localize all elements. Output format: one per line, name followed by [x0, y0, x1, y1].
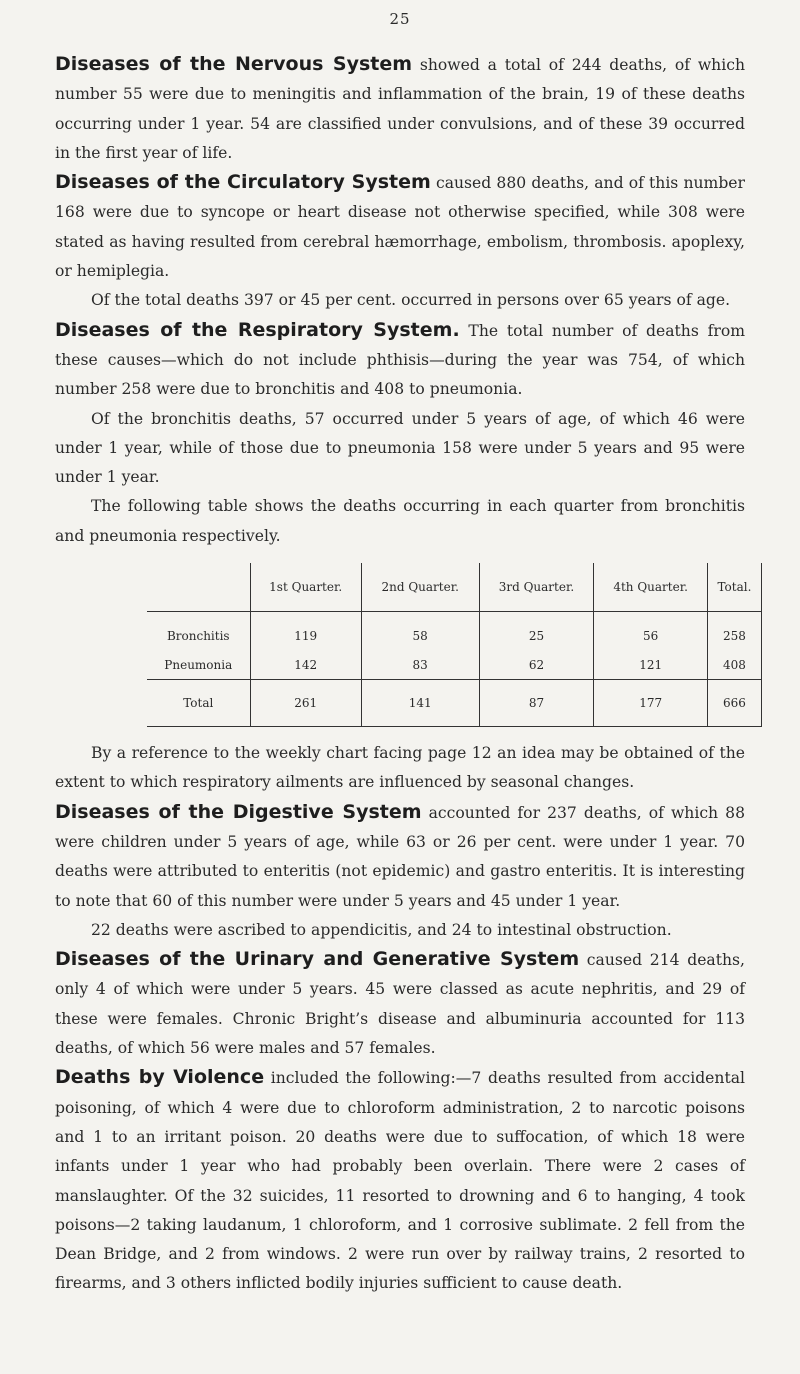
row-label-pneumonia: Pneumonia [164, 657, 233, 672]
table-total-row [147, 680, 762, 727]
header-total: Total. [707, 563, 761, 612]
violence-text: included the following:—7 deaths resulted from accidental poisoning, of which 4 were due to chloroform administration, 2 to narcotic poisons and 1 to an irritant poison. 20 deaths were due to suffocation, of which 18 were infants under 1 year who had probably been overlain. There were 2 cases of manslaughter. Of the 32 suicides, 11 resorted to drowning and 6 to hanging, 4 took poisons—2 taking laudanum, 1 chloroform, and 1 corrosive sublimate. 2 fell from the Dean Bridge, and 2 from windows. 2 were run over by railway trains, 2 resorted to firearms, and 3 others inflicted bodily injuries sufficient to cause death. [55, 1069, 745, 1293]
urinary-system-paragraph [55, 945, 745, 1063]
bronchitis-paragraph: Of the bronchitis deaths, 57 occurred under 5 years of age, of which 46 were under 1 year, while of those due to pneumonia 158 were under 5 years and 95 were under 1 year. [55, 409, 745, 487]
header-q2: 2nd Quarter. [361, 563, 479, 612]
digestive-system-text: accounted for 237 deaths, of which 88 were children under 5 years of age, while 63 or 26 per cent. were under 1 year. 70 deaths were attributed to enteritis (not epidemic) and gastro enteritis. It is interesting to note that 60 of this number were under 5 years and 45 under 1 year. [55, 803, 745, 910]
weekly-chart-paragraph: By a reference to the weekly chart facing page 12 an idea may be obtained of the extent to which respiratory ailments are influenced by seasonal changes. [55, 744, 745, 792]
violence-heading: Deaths by Violence [55, 1066, 265, 1089]
document-body [55, 50, 752, 1299]
table-row [147, 650, 762, 680]
bronchitis-q2: 58 [361, 612, 479, 651]
violence-paragraph [55, 1063, 745, 1298]
header-q3: 3rd Quarter. [479, 563, 594, 612]
grand-total: 666 [707, 680, 761, 727]
total-q4: 177 [594, 680, 708, 727]
header-q1: 1st Quarter. [250, 563, 361, 612]
circulatory-system-paragraph [55, 168, 745, 286]
bronchitis-q4: 56 [594, 612, 708, 651]
header-q4: 4th Quarter. [594, 563, 708, 612]
total-q1: 261 [250, 680, 361, 727]
respiratory-system-text: The total number of deaths from these causes—which do not include phthisis—during the year was 754, of which number 258 were due to bronchitis and 408 to pneumonia. [55, 321, 745, 399]
urinary-system-heading: Diseases of the Urinary and Generative System [55, 948, 580, 971]
pneumonia-q2: 83 [361, 650, 479, 680]
nervous-system-text: showed a total of 244 deaths, of which number 55 were due to meningitis and inflammation of the brain, 19 of these deaths occurring under 1 year. 54 are classified under convulsions, and of these 39 occurred in the first year of life. [55, 56, 745, 162]
pneumonia-q1: 142 [250, 650, 361, 680]
table-row [147, 612, 762, 651]
nervous-system-heading: Diseases of the Nervous System [55, 53, 413, 75]
row-label-total: Total [147, 680, 250, 727]
circulatory-over65-paragraph: Of the total deaths 397 or 45 per cent. occurred in persons over 65 years of age. [91, 291, 731, 310]
table-header-row [147, 563, 762, 612]
bronchitis-q1: 119 [250, 612, 361, 651]
pneumonia-q3: 62 [479, 650, 594, 680]
quarterly-deaths-table [147, 563, 762, 727]
circulatory-system-text: caused 880 deaths, and of this number 168 were due to syncope or heart disease not otherwise specified, while 308 were stated as having resulted from cerebral hæmorrhage, embolism, thrombosis. apoplexy, or hemiplegia. [55, 174, 745, 281]
total-q2: 141 [361, 680, 479, 727]
urinary-system-text: caused 214 deaths, only 4 of which were under 5 years. 45 were classed as acute nephritis, and 29 of these were females. Chronic Bright’s disease and albuminuria accounted for 113 deaths, of which 56 were males and 57 females. [55, 951, 745, 1058]
respiratory-system-heading: Diseases of the Respiratory System. [55, 318, 460, 341]
table-corner-cell [147, 563, 250, 612]
bronchitis-total: 258 [707, 612, 761, 651]
digestive-system-paragraph [55, 798, 745, 916]
circulatory-system-heading: Diseases of the Circulatory System [55, 171, 431, 194]
respiratory-system-paragraph [55, 316, 745, 405]
table-intro-paragraph: The following table shows the deaths occurring in each quarter from bronchitis and pneumonia respectively. [55, 497, 745, 545]
pneumonia-q4: 121 [594, 650, 708, 680]
appendicitis-paragraph: 22 deaths were ascribed to appendicitis, and 24 to intestinal obstruction. [91, 920, 672, 939]
bronchitis-q3: 25 [479, 612, 594, 651]
total-q3: 87 [479, 680, 594, 727]
nervous-system-paragraph [55, 50, 745, 168]
page-number: 25 [389, 10, 411, 28]
row-label-bronchitis: Bronchitis [166, 628, 230, 643]
digestive-system-heading: Diseases of the Digestive System [55, 800, 422, 823]
pneumonia-total: 408 [707, 650, 761, 680]
